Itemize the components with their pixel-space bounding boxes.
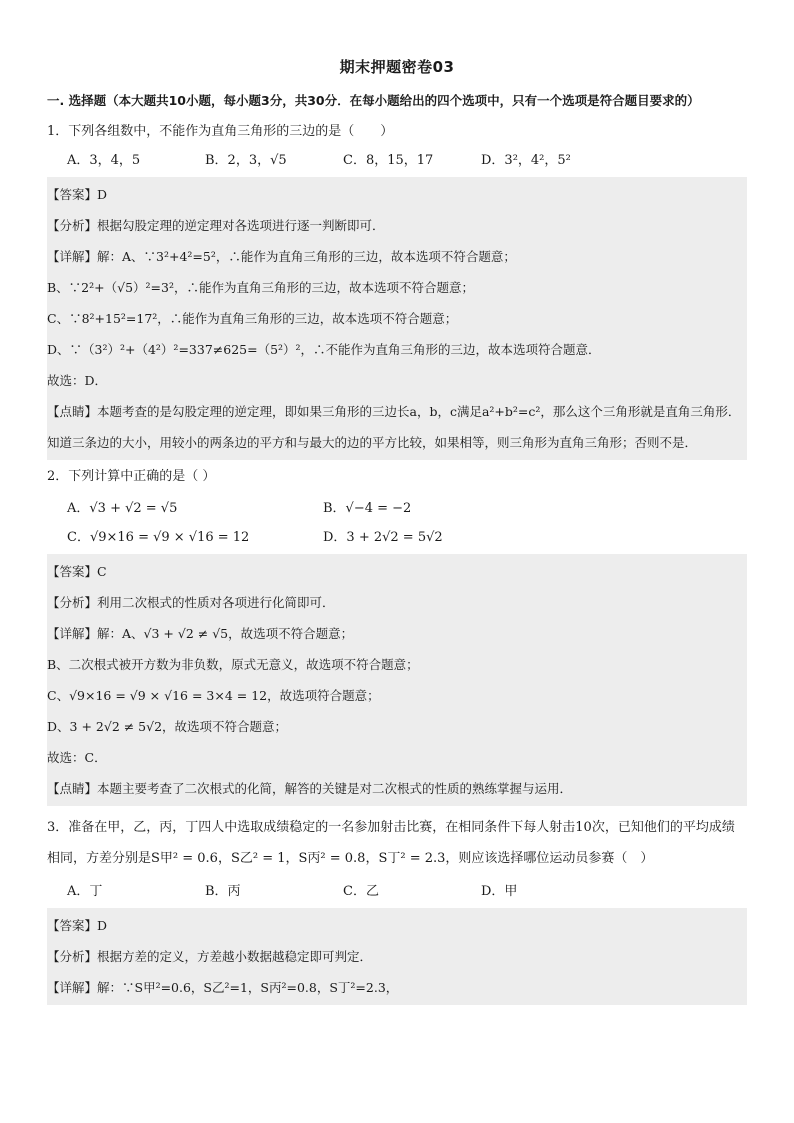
detail-line: 【详解】解：A、√3 + √2 ≠ √5，故选项不符合题意；	[47, 626, 354, 641]
option-b: B．丙	[205, 884, 241, 899]
question-options	[47, 149, 747, 173]
question-options	[47, 494, 747, 523]
answer-line: 【答案】D	[47, 918, 108, 933]
question-2	[47, 466, 747, 806]
option-b: B．2，3，√5	[205, 153, 287, 168]
detail-line: D、∵（3²）²+（4²）²=337≠625=（5²）²，∴不能作为直角三角形的三边，故本选项符合题意．	[47, 342, 601, 357]
question-stem: 3．准备在甲，乙，丙，丁四人中选取成绩稳定的一名参加射击比赛，在相同条件下每人射击10次，已知他们的平均成绩相同，方差分别是S甲² = 0.6，S乙² = 1，S丙² = 0.8，S丁² = 2.3，则应该选择哪位运动员参赛（ ）	[47, 820, 735, 866]
detail-line: B、二次根式被开方数为非负数，原式无意义，故选项不符合题意；	[47, 657, 419, 672]
option-a: A．3，4，5	[67, 153, 141, 168]
question-3	[47, 812, 747, 1005]
question-1	[47, 121, 747, 460]
page-title: 期末押题密卷03	[339, 58, 455, 76]
option-c: C．√9×16 = √9 × √16 = 12	[67, 530, 250, 545]
detail-line: D、3 + 2√2 ≠ 5√2，故选项不符合题意；	[47, 719, 288, 734]
analysis-line: 【分析】根据方差的定义，方差越小数据越稳定即可判定．	[47, 949, 373, 964]
document-page	[47, 56, 747, 1011]
option-d: D．3²，4²，5²	[481, 153, 571, 168]
section-header: 一. 选择题（本大题共10小题，每小题3分，共30分．在每小题给出的四个选项中，只有一个选项是符合题目要求的）	[47, 93, 700, 108]
answer-line: 【答案】C	[47, 564, 107, 579]
option-c: C．乙	[343, 884, 379, 899]
detail-line: C、∵8²+15²=17²，∴能作为直角三角形的三边，故本选项不符合题意；	[47, 311, 458, 326]
question-stem: 2．下列计算中正确的是（ ）	[47, 469, 216, 484]
question-options	[47, 523, 747, 552]
question-options	[47, 880, 747, 904]
detail-line: 【详解】解：∵S甲²=0.6，S乙²=1，S丙²=0.8，S丁²=2.3，	[47, 980, 399, 995]
comment-paragraph: 【点睛】本题考查的是勾股定理的逆定理，即如果三角形的三边长a，b，c满足a²+b²=c²，那么这个三角形就是直角三角形．知道三条边的大小，用较小的两条边的平方和与最大的边的平方比较，如果相等，则三角形为直角三角形；否则不是．	[47, 404, 741, 450]
option-a: A．√3 + √2 = √5	[67, 501, 178, 516]
solution-block	[47, 554, 747, 806]
answer-line: 【答案】D	[47, 187, 108, 202]
detail-line: B、∵2²+（√5）²=3²，∴能作为直角三角形的三边，故本选项不符合题意；	[47, 280, 474, 295]
option-d: D．3 + 2√2 = 5√2	[323, 530, 443, 545]
option-a: A．丁	[67, 884, 103, 899]
analysis-line: 【分析】利用二次根式的性质对各项进行化简即可．	[47, 595, 335, 610]
comment-line: 【点睛】本题主要考查了二次根式的化简，解答的关键是对二次根式的性质的熟练掌握与运用．	[47, 781, 573, 796]
option-d: D．甲	[481, 884, 518, 899]
solution-block	[47, 908, 747, 1005]
detail-line: 【详解】解：A、∵3²+4²=5²，∴能作为直角三角形的三边，故本选项不符合题意；	[47, 249, 516, 264]
conclusion-line: 故选：C．	[47, 750, 107, 765]
solution-block	[47, 177, 747, 460]
question-stem: 1．下列各组数中，不能作为直角三角形的三边的是（ ）	[47, 124, 394, 139]
option-b: B．√−4 = −2	[323, 501, 412, 516]
analysis-line: 【分析】根据勾股定理的逆定理对各选项进行逐一判断即可．	[47, 218, 385, 233]
conclusion-line: 故选：D．	[47, 373, 108, 388]
detail-line: C、√9×16 = √9 × √16 = 3×4 = 12，故选项符合题意；	[47, 688, 380, 703]
option-c: C．8，15，17	[343, 153, 434, 168]
